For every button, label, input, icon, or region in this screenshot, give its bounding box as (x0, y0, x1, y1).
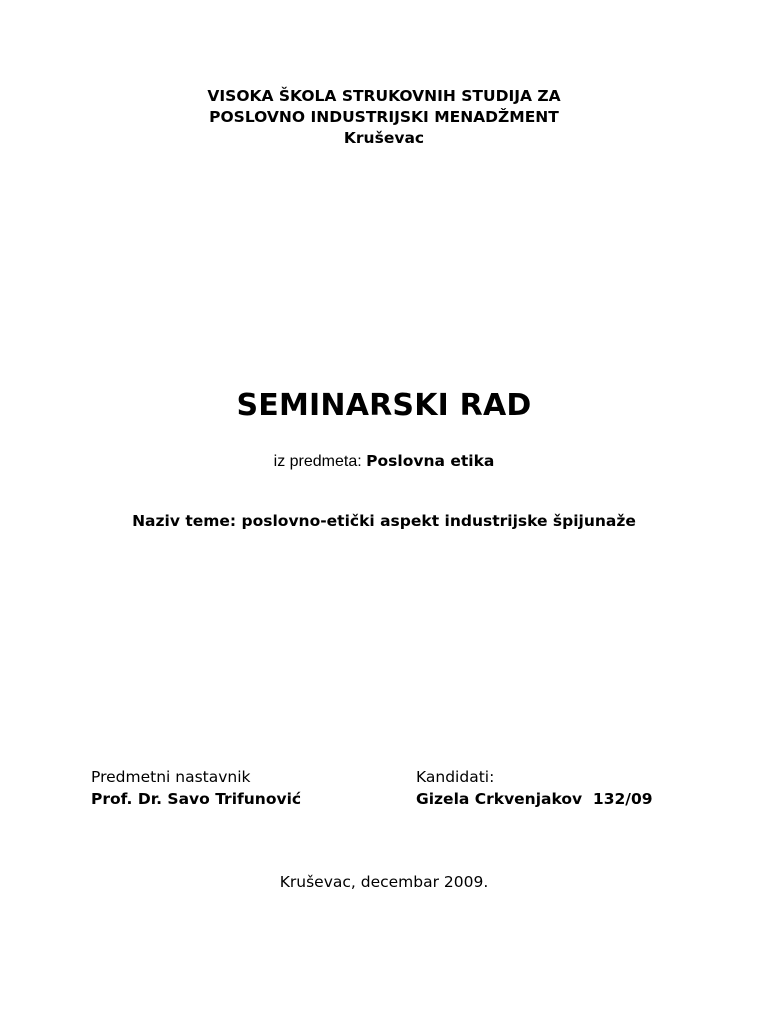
institution-name-line-2: POSLOVNO INDUSTRIJSKI MENADŽMENT (209, 108, 559, 126)
candidates-block (416, 766, 653, 810)
subject-prefix: iz predmeta: (273, 453, 367, 470)
teacher-block (91, 766, 301, 810)
place-date: Kruševac, decembar 2009. (279, 873, 489, 891)
teacher-label: Predmetni nastavnik (91, 768, 251, 786)
topic-line: Naziv teme: poslovno-etički aspekt industrijske špijunaže (132, 512, 636, 530)
document-title: SEMINARSKI RAD (236, 388, 532, 423)
teacher-name: Prof. Dr. Savo Trifunović (91, 790, 302, 808)
institution-city: Kruševac (343, 129, 425, 147)
institution-header (0, 86, 768, 149)
institution-name-line-1: VISOKA ŠKOLA STRUKOVNIH STUDIJA ZA (207, 87, 561, 105)
candidates-label: Kandidati: (416, 768, 495, 786)
subject-line (0, 450, 768, 473)
candidate-name: Gizela Crkvenjakov 132/09 (416, 790, 653, 808)
subject-name: Poslovna etika (366, 452, 495, 470)
